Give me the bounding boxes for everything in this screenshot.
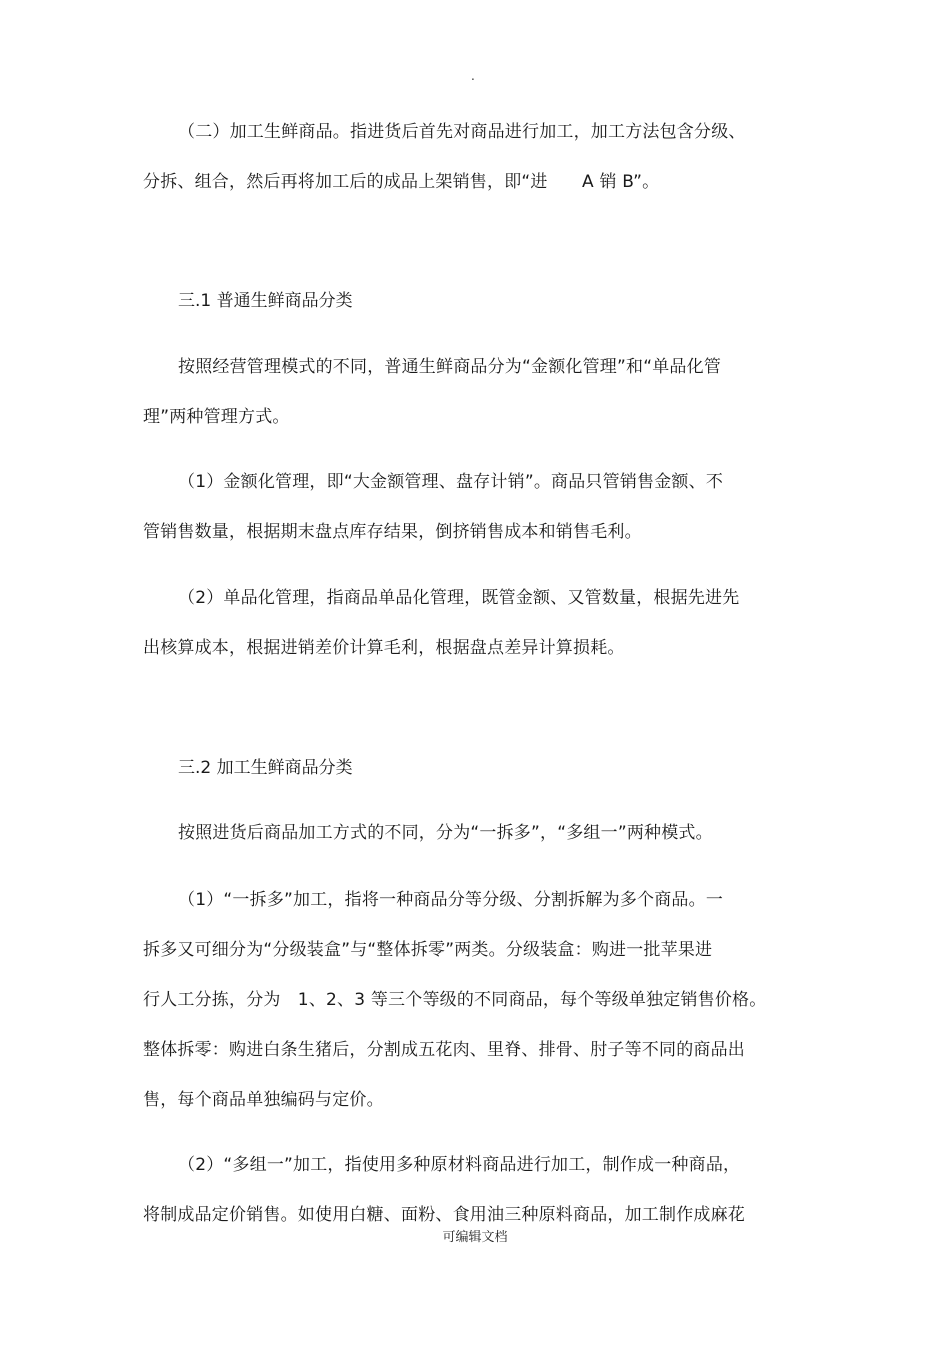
paragraph-line: 整体拆零：购进白条生猪后，分割成五花肉、里脊、排骨、肘子等不同的商品出	[143, 1040, 745, 1060]
paragraph-line: 售，每个商品单独编码与定价。	[143, 1090, 384, 1110]
paragraph-line: （1）“一拆多”加工，指将一种商品分等分级、分割拆解为多个商品。一	[178, 890, 724, 910]
paragraph-line: 拆多又可细分为“分级装盒”与“整体拆零”两类。分级装盒：购进一批苹果进	[143, 940, 713, 960]
paragraph-item-management	[143, 573, 783, 673]
paragraph-line: （1）金额化管理，即“大金额管理、盘存计销”。商品只管销售金额、不	[178, 472, 724, 492]
paragraph-line: 按照进货后商品加工方式的不同，分为“一拆多”，“多组一”两种模式。	[178, 823, 713, 843]
paragraph-line: 行人工分拣，分为 1、2、3 等三个等级的不同商品，每个等级单独定销售价格。	[143, 990, 767, 1010]
section-heading-3-2: 三.2 加工生鲜商品分类	[178, 758, 353, 778]
paragraph-line: （2）“多组一”加工，指使用多种原材料商品进行加工，制作成一种商品，	[178, 1155, 741, 1175]
paragraph-line: 出核算成本，根据进销差价计算毛利，根据盘点差异计算损耗。	[143, 638, 625, 658]
section-heading-3-1: 三.1 普通生鲜商品分类	[178, 291, 353, 311]
paragraph-processed-goods	[143, 107, 783, 207]
paragraph-line: 将制成品定价销售。如使用白糖、面粉、食用油三种原料商品，加工制作成麻花	[143, 1205, 745, 1225]
paragraph-line: 按照经营管理模式的不同，普通生鲜商品分为“金额化管理”和“单品化管	[178, 357, 722, 377]
header-mark: .	[471, 69, 475, 83]
paragraph-line: （二）加工生鲜商品。指进货后首先对商品进行加工，加工方法包含分级、	[178, 122, 746, 142]
paragraph-many-to-one	[143, 1140, 783, 1240]
paragraph-management-modes	[143, 342, 783, 442]
paragraph-line: 理”两种管理方式。	[143, 407, 290, 427]
paragraph-line: （2）单品化管理，指商品单品化管理，既管金额、又管数量，根据先进先	[178, 588, 740, 608]
paragraph-one-to-many	[143, 875, 783, 1125]
paragraph-processing-modes	[143, 808, 783, 858]
paragraph-line: 管销售数量，根据期末盘点库存结果，倒挤销售成本和销售毛利。	[143, 522, 642, 542]
paragraph-amount-management	[143, 457, 783, 557]
paragraph-line: 分拆、组合，然后再将加工后的成品上架销售，即“进 A 销 B”。	[143, 172, 660, 192]
page-footer: 可编辑文档	[442, 1230, 508, 1245]
